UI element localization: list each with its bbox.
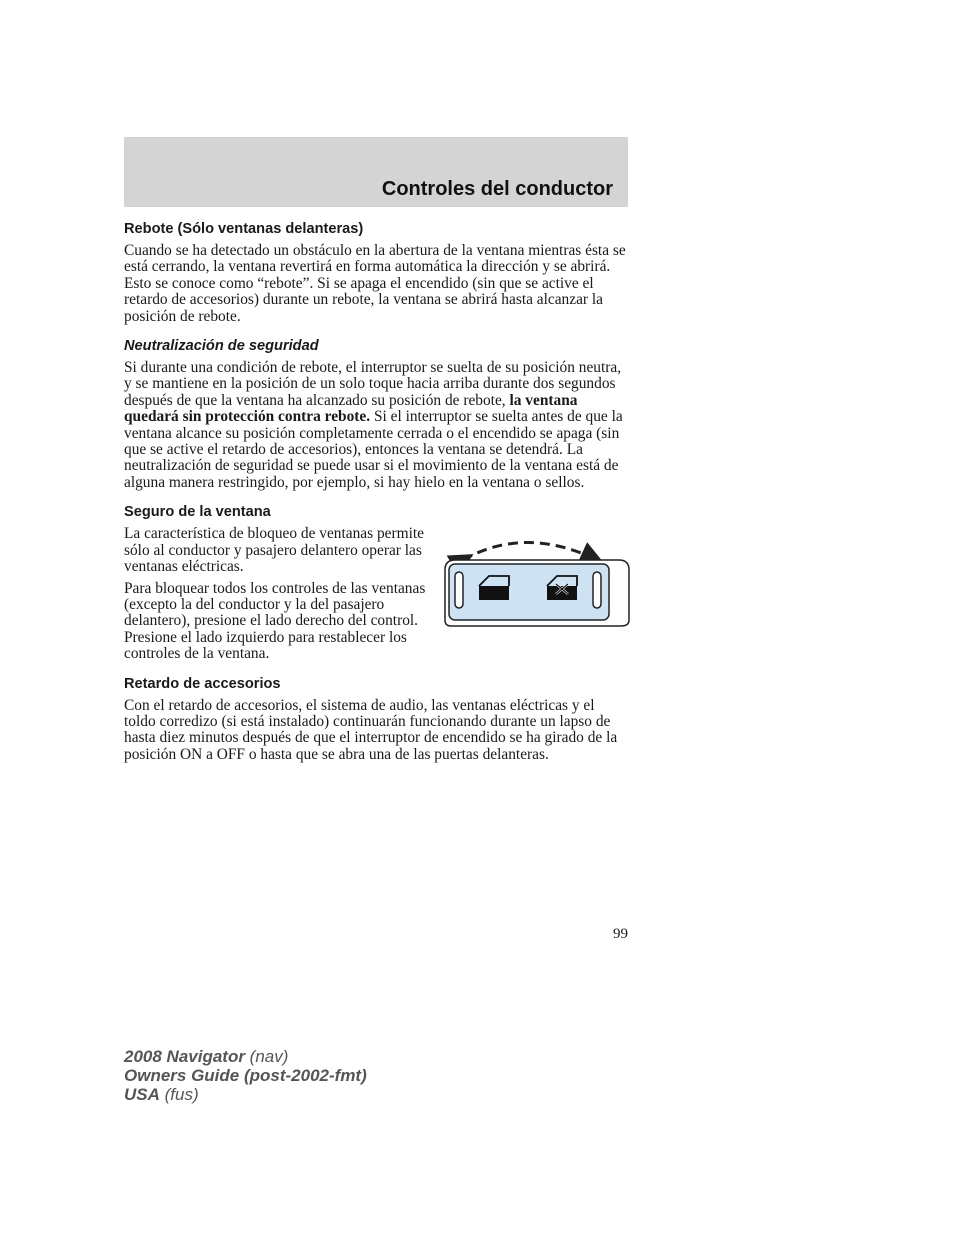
section-heading-seguro: Seguro de la ventana — [124, 504, 271, 521]
footer-market: USA — [124, 1085, 160, 1104]
footer-guide: Owners Guide (post-2002-fmt) — [124, 1066, 367, 1085]
page-title: Controles del conductor — [381, 178, 613, 200]
document-footer — [124, 1047, 367, 1104]
footer-line-1 — [124, 1047, 367, 1066]
section-heading-neutralizacion: Neutralización de seguridad — [124, 338, 319, 355]
neutralizacion-text-1: Si durante una condición de rebote, el interruptor se suelta de su posición neutra, y se mantiene en la posición de un solo toque hacia arriba durante dos segundos después de que la ventana ha alcanzado su posición de rebote, — [124, 359, 622, 409]
footer-model: 2008 Navigator — [124, 1047, 245, 1066]
section-heading-rebote: Rebote (Sólo ventanas delanteras) — [124, 221, 364, 237]
neutralizacion-text-2: Si el interruptor se suelta antes de que la ventana alcance su posición completamente cerrada o el encendido se apaga (sin que se active el retardo de accesorios), entonces la ventana se detendrá. La neutralización de seguridad se puede usar si el movimiento de la ventana está de alguna manera restringido, por ejemplo, si hay hielo en la ventana o sellos. — [124, 408, 623, 491]
section-body-seguro-1: La característica de bloqueo de ventanas permite sólo al conductor y pasajero delantero operar las ventanas eléctricas. — [124, 525, 424, 576]
neutralizacion-bold-warning: la ventana quedará sin protección contra rebote. — [124, 391, 578, 426]
section-body-seguro-2: Para bloquear todos los controles de las ventanas (excepto la del conductor y la del pasajero delantero), presione el lado derecho del control. Presione el lado izquierdo para restablecer los controles de la ventana. — [124, 579, 426, 663]
header-band — [124, 137, 628, 207]
section-heading-retardo: Retardo de accesorios — [124, 675, 281, 692]
page-number: 99 — [613, 926, 628, 942]
switch-face — [449, 564, 609, 620]
footer-market-code: (fus) — [159, 1085, 199, 1104]
switch-right-grip — [593, 572, 601, 608]
page-content — [124, 220, 629, 775]
toggle-arrow — [463, 543, 593, 561]
footer-model-code: (nav) — [244, 1047, 289, 1066]
window-lock-switch-illustration — [443, 532, 639, 628]
footer-line-2 — [124, 1066, 367, 1085]
section-body-retardo: Con el retardo de accesorios, el sistema de audio, las ventanas eléctricas y el toldo corredizo (si está instalado) continuarán funcionando durante un lapso de hasta diez minutos después de que el interruptor de encendido se ha girado de la posición ON a OFF o hasta que se abra una de las puertas delanteras. — [124, 696, 618, 763]
section-body-rebote: Cuando se ha detectado un obstáculo en la abertura de la ventana mientras ésta se está cerrando, la ventana revertirá en forma automática la dirección y se abrirá. Esto se conoce como “rebote”. Si se apaga el encendido (sin que se active el retardo de accesorios) durante un rebote, la ventana se abrirá hasta alcanzar la posición de rebote. — [124, 242, 626, 325]
footer-line-3 — [124, 1085, 367, 1104]
switch-left-grip — [455, 572, 463, 608]
section-body-neutralizacion — [124, 360, 629, 491]
